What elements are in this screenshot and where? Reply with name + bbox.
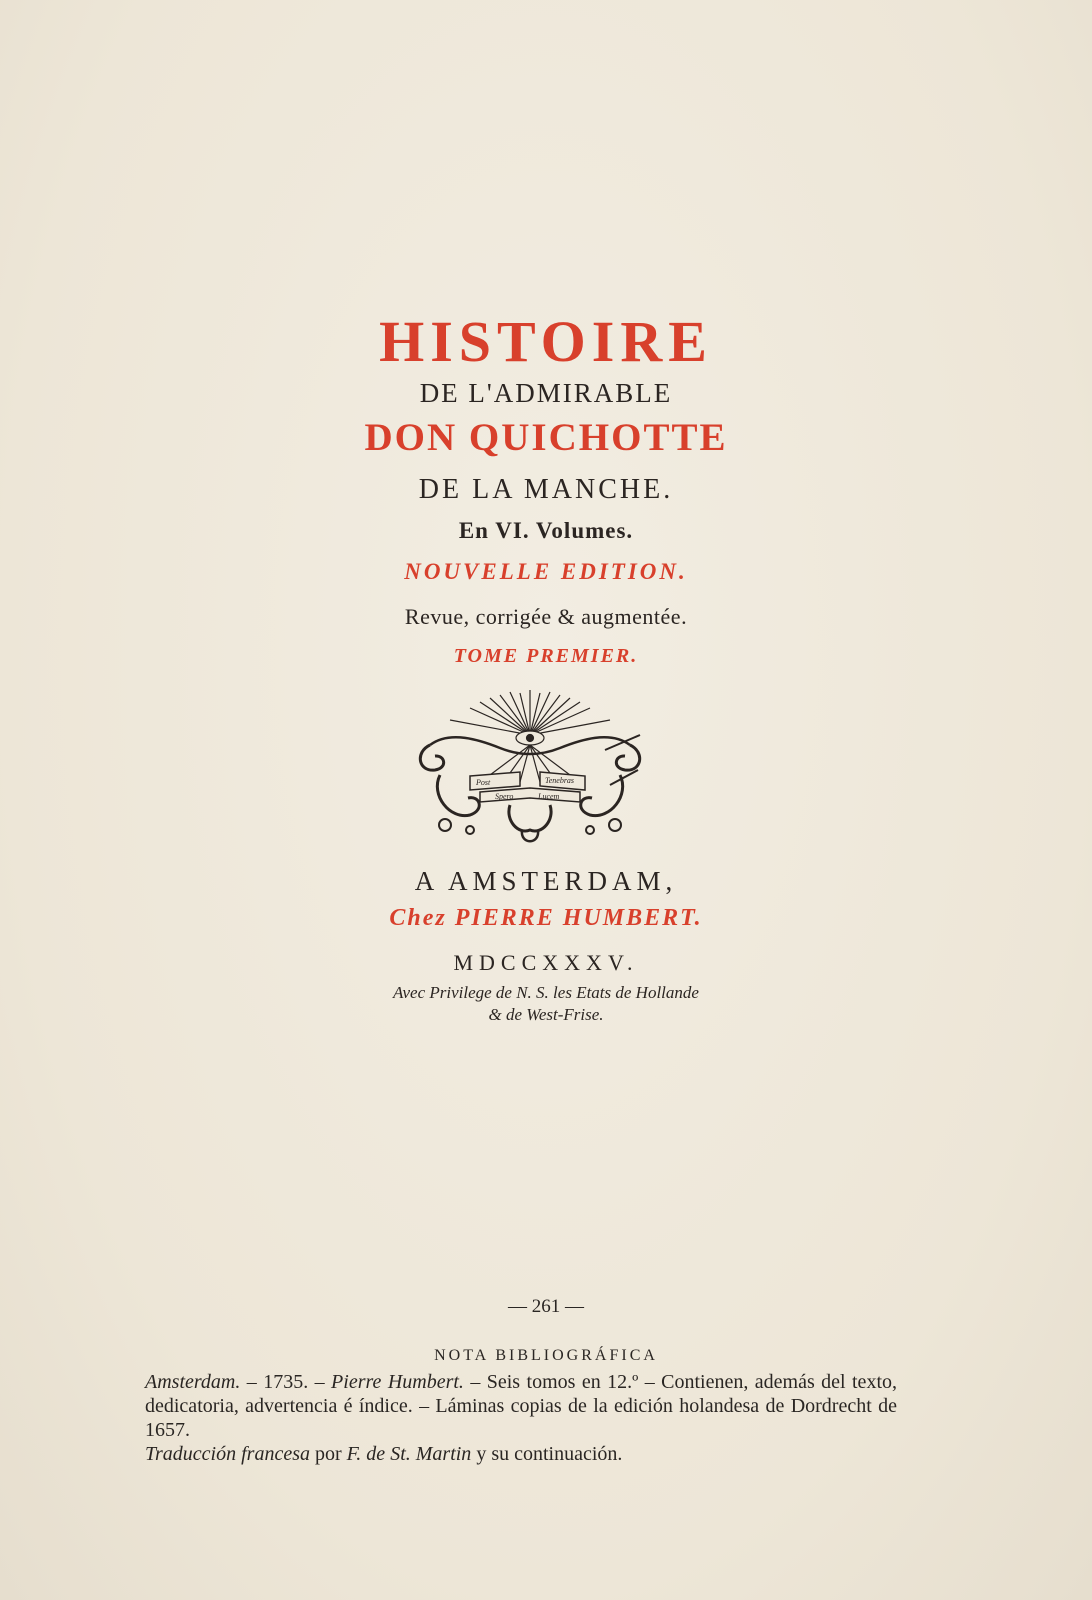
nota-paragraph-1 xyxy=(145,1370,897,1442)
printers-device-vignette xyxy=(410,690,650,860)
imprint-place: A AMSTERDAM, xyxy=(414,866,678,896)
nota-paragraph-2 xyxy=(145,1442,897,1466)
nota-heading: NOTA BIBLIOGRÁFICA xyxy=(434,1347,658,1364)
nota-translator: F. de St. Martin xyxy=(346,1443,472,1465)
title-de-ladmirable: DE L'ADMIRABLE xyxy=(419,378,673,408)
nota-continuation: y su continuación. xyxy=(471,1443,623,1465)
vignette-word-2: Tenebras xyxy=(545,776,575,785)
nota-por: por xyxy=(310,1443,347,1465)
title-histoire: HISTOIRE xyxy=(379,309,713,374)
title-volumes: En VI. Volumes. xyxy=(458,518,634,543)
title-tome-premier: TOME PREMIER. xyxy=(453,645,639,667)
vignette-word-3: Spero xyxy=(495,792,514,801)
title-de-la-manche: DE LA MANCHE. xyxy=(418,474,674,505)
nota-publisher: Pierre Humbert. xyxy=(331,1371,464,1393)
sun-rays-icon xyxy=(450,690,610,735)
nota-translation: Traducción francesa xyxy=(145,1443,310,1465)
nota-place: Amsterdam. xyxy=(145,1371,241,1393)
nota-body xyxy=(145,1370,897,1466)
imprint-publisher: Chez PIERRE HUMBERT. xyxy=(389,905,703,931)
title-revue: Revue, corrigée & augmentée. xyxy=(404,604,688,629)
nota-year-text: – 1735. – xyxy=(240,1371,332,1393)
vignette-word-4: Lucem xyxy=(538,792,560,801)
page-number: — 261 — xyxy=(508,1296,584,1317)
vignette-word-1: Post xyxy=(476,778,491,787)
title-nouvelle-edition: NOUVELLE EDITION. xyxy=(404,559,688,584)
privilege-line-1: Avec Privilege de N. S. les Etats de Hollande xyxy=(393,983,699,1002)
nota-description: – Seis tomos en 12.º – Contienen, además del texto, dedicatoria, advertencia é índice. – Láminas copias de la edición holandesa de Dordrecht de 1657. xyxy=(145,1371,897,1441)
imprint-year: MDCCXXXV. xyxy=(453,950,639,975)
title-don-quichotte: DON QUICHOTTE xyxy=(364,416,728,459)
privilege-line-2: & de West-Frise. xyxy=(488,1005,604,1024)
